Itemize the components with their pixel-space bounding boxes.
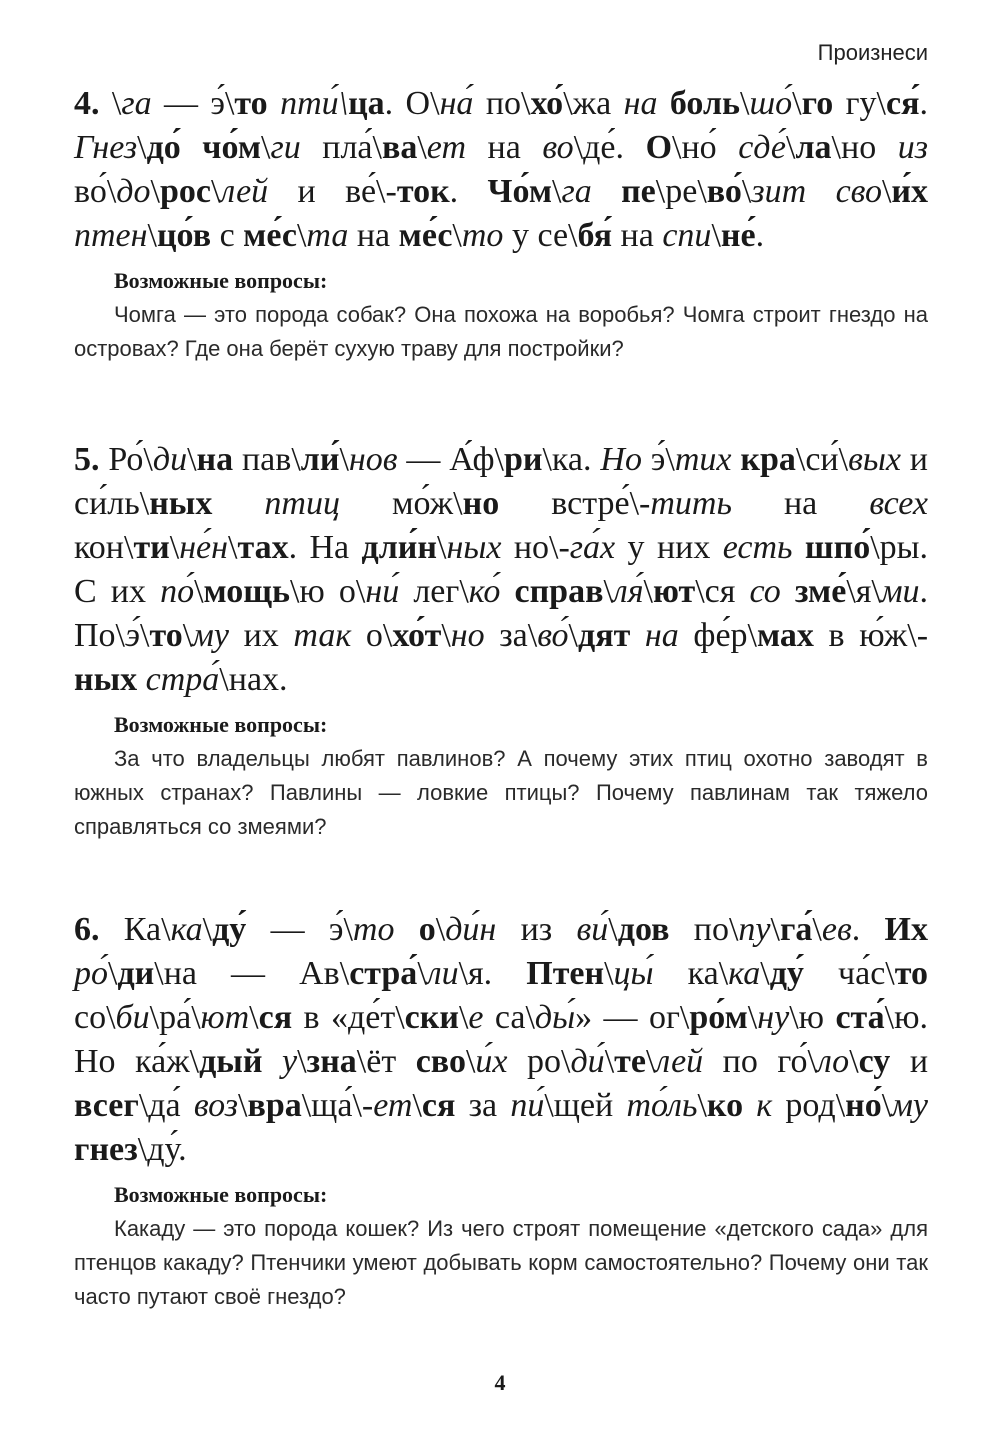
bold-syllable: во́ [706, 173, 742, 210]
italic-syllable: ди́н [445, 911, 497, 948]
bold-syllable: ных [74, 661, 138, 698]
italic-syllable: есть [722, 529, 793, 566]
italic-syllable: га [121, 85, 152, 122]
italic-syllable: сво [835, 173, 882, 210]
bold-syllable: дый [199, 1043, 263, 1080]
italic-syllable: Гнез [74, 129, 138, 166]
bold-syllable: дов [617, 911, 670, 948]
italic-syllable: ка [170, 911, 203, 948]
bold-syllable: О [645, 129, 673, 166]
bold-syllable: справ [514, 573, 604, 610]
bold-syllable: ют [653, 573, 696, 610]
italic-syllable: ли [426, 955, 459, 992]
italic-syllable: э́ [125, 617, 140, 654]
bold-syllable: мах [756, 617, 814, 654]
italic-syllable: нов [348, 441, 398, 478]
italic-syllable: спи [662, 217, 712, 254]
italic-syllable: ля́ [612, 573, 644, 610]
bold-syllable: но [462, 485, 500, 522]
italic-syllable: до [116, 173, 151, 210]
italic-syllable: га [561, 173, 592, 210]
italic-syllable: ну [757, 999, 790, 1036]
bold-syllable: ме́с [243, 217, 297, 254]
exercise-text: 5. Ро́\ди\на пав\ли́\нов — А́ф\ри\ка. Но э́\тих кра\си́\вых и си́ль\ных птиц мо́ж\но встре́\-тить на всех кон\ти\не́н\тах. На дли́н\ных но\-га́х у них есть шпо́\ры. С их по́\мощь\ю о\ни́ лег\ко́ справ\ля́\ют\ся со зме́\я\ми. По\э́\то\му их так о\хо́т\но за\во́\дят на фе́р\мах в ю́ж\-ных стра́\нах. [74, 441, 929, 698]
bold-syllable: ца [348, 85, 385, 122]
bold-syllable: ри [503, 441, 543, 478]
bold-syllable: зна [306, 1043, 357, 1080]
bold-syllable: хо́т [392, 617, 442, 654]
questions-text: Чомга — это порода собак? Она похожа на воробья? Чомга строит гнездо на островах? Где она берёт сухую траву для постройки? [74, 302, 928, 361]
italic-syllable: га́х [569, 529, 616, 566]
bold-syllable: и́х [891, 173, 929, 210]
bold-syllable: то [894, 955, 928, 992]
bold-syllable: ла [795, 129, 832, 166]
italic-syllable: на́ [439, 85, 474, 122]
italic-syllable: ви́ [576, 911, 609, 948]
bold-syllable: пе [621, 173, 656, 210]
italic-syllable: к [756, 1087, 773, 1124]
questions-heading: Возможные вопросы: [114, 1182, 328, 1207]
page-number: 4 [494, 1370, 506, 1395]
exercise-text: 4. \га — э́\то пти́\ца. О\на́ по\хо́\жа на боль\шо́\го гу\ся́. Гнез\до́ чо́м\ги пла́\ва\ет на во\де́. О\но́ сде́\ла\но из во́\до\рос\лей и ве́\-ток. Чо́м\га пе\ре\во́\зит сво\и́х птен\цо́в с ме́с\та на ме́с\то у се\бя́ на спи\не́. [74, 85, 929, 254]
italic-syllable: на [644, 617, 679, 654]
bold-syllable: сво [415, 1043, 466, 1080]
italic-syllable: по́ [160, 573, 195, 610]
bold-syllable: дят [578, 617, 631, 654]
bold-syllable: мощь [203, 573, 290, 610]
bold-syllable: до́ чо́м [146, 129, 261, 166]
exercise-number: 5. [74, 441, 100, 478]
exercise-6 [74, 908, 928, 1314]
exercise-text: 6. Ка\ка\ду́ — э́\то о\ди́н из ви́\дов по\пу\га́\ев. Их ро́\ди\на — Ав\стра́\ли\я. Птен\цы́ ка\ка\ду́ ча́с\то со\би\ра́\ют\ся в «де́т\ски\е са\ды́» — ог\ро́м\ну\ю ста́\ю. Но ка́ж\дый у\зна\ёт сво\и́х ро\ди́\те\лей по го́\ло\су и всег\да́ воз\вра\ща́\-ет\ся за пи́\щей то́ль\ко к род\но́\му гнез\ду́. [74, 911, 929, 1168]
italic-syllable: но [450, 617, 485, 654]
italic-syllable: ло [816, 1043, 850, 1080]
questions-heading: Возможные вопросы: [114, 268, 328, 293]
bold-syllable: ски [404, 999, 459, 1036]
bold-syllable: ме́с [398, 217, 453, 254]
italic-syllable: ди [152, 441, 188, 478]
exercise-number: 6. [74, 911, 100, 948]
bold-syllable: го [801, 85, 834, 122]
italic-syllable: и́х [475, 1043, 508, 1080]
italic-syllable: та [306, 217, 349, 254]
bold-syllable: зме́ [794, 573, 847, 610]
questions-text: Какаду — это порода кошек? Из чего строят помещение «детского сада» для птенцов какаду? Птенчики умеют добывать корм самостоятельно? Почему они так часто путают своё гнездо? [74, 1216, 928, 1309]
italic-syllable: из [897, 129, 928, 166]
italic-syllable: во́ [537, 617, 569, 654]
bold-syllable: шпо́ [804, 529, 871, 566]
bold-syllable: ста́ [835, 999, 885, 1036]
bold-syllable: ток [396, 173, 450, 210]
section-header: Произнеси [817, 40, 928, 65]
bold-syllable: га́ [779, 911, 813, 948]
bold-syllable: бя́ [577, 217, 613, 254]
italic-syllable: на [623, 85, 658, 122]
italic-syllable: ка [728, 955, 761, 992]
italic-syllable: воз [193, 1087, 238, 1124]
bold-syllable: рос [159, 173, 211, 210]
bold-syllable: су [858, 1043, 891, 1080]
italic-syllable: тих [674, 441, 732, 478]
italic-syllable: всех [869, 485, 928, 522]
italic-syllable: ди́ [570, 1043, 605, 1080]
italic-syllable: не́н [179, 529, 229, 566]
bold-syllable: о [418, 911, 436, 948]
bold-syllable: ко [706, 1087, 744, 1124]
bold-syllable: то [149, 617, 183, 654]
italic-syllable: цы́ [613, 955, 654, 992]
italic-syllable: ных [446, 529, 502, 566]
bold-syllable: ро́м [689, 999, 748, 1036]
italic-syllable: так [293, 617, 352, 654]
italic-syllable: ро́ [74, 955, 108, 992]
italic-syllable: пу [738, 911, 771, 948]
bold-syllable: хо́ [530, 85, 564, 122]
bold-syllable: Чо́м [487, 173, 552, 210]
bold-syllable: Птен [526, 955, 605, 992]
italic-syllable: пи́ [510, 1087, 545, 1124]
italic-syllable: то [461, 217, 504, 254]
italic-syllable: му [891, 1087, 928, 1124]
bold-syllable: ду́ [769, 955, 804, 992]
italic-syllable: лей [655, 1043, 704, 1080]
italic-syllable: птиц [264, 485, 340, 522]
bold-syllable: то [234, 85, 268, 122]
italic-syllable: ды́ [534, 999, 576, 1036]
italic-syllable: му [192, 617, 229, 654]
exercise-5 [74, 438, 928, 844]
exercise-4 [74, 82, 928, 366]
italic-syllable: ни́ [365, 573, 400, 610]
italic-syllable: стра́ [145, 661, 220, 698]
bold-syllable: на [196, 441, 234, 478]
questions-text: За что владельцы любят павлинов? А почему этих птиц охотно заводят в южных странах? Павлины — ловкие птицы? Почему павлинам так тяжело справляться со змеями? [74, 746, 928, 839]
italic-syllable: е [468, 999, 484, 1036]
italic-syllable: со [749, 573, 781, 610]
bold-syllable: ся́ [886, 85, 920, 122]
exercise-number: 4. [74, 85, 100, 122]
italic-syllable: ет [373, 1087, 413, 1124]
italic-syllable: ги [270, 129, 301, 166]
bold-syllable: вра [247, 1087, 302, 1124]
bold-syllable: кра [740, 441, 796, 478]
italic-syllable: зит [751, 173, 807, 210]
italic-syllable: у [281, 1043, 298, 1080]
italic-syllable: би [115, 999, 150, 1036]
italic-syllable: пти́\ [280, 85, 349, 122]
bold-syllable: ных [149, 485, 213, 522]
bold-syllable: дли́н [361, 529, 437, 566]
italic-syllable: ев [821, 911, 852, 948]
bold-syllable: ду́ [212, 911, 247, 948]
bold-syllable: те [614, 1043, 646, 1080]
bold-syllable: Их [884, 911, 928, 948]
bold-syllable: боль [669, 85, 741, 122]
bold-syllable: всег [74, 1087, 139, 1124]
bold-syllable: не́ [720, 217, 756, 254]
italic-syllable: ми [880, 573, 920, 610]
bold-syllable: ва [381, 129, 418, 166]
bold-syllable: ся [258, 999, 293, 1036]
bold-syllable: гнез [74, 1131, 138, 1168]
italic-syllable: вых [848, 441, 901, 478]
bold-syllable: ди [117, 955, 155, 992]
italic-syllable: то́ль [626, 1087, 698, 1124]
bold-syllable: цо́в [156, 217, 212, 254]
bold-syllable: тах [237, 529, 289, 566]
bold-syllable: ти [133, 529, 170, 566]
italic-syllable: лей [220, 173, 269, 210]
bold-syllable: но́ [845, 1087, 882, 1124]
italic-syllable: тить [650, 485, 732, 522]
bold-syllable: ли́ [300, 441, 340, 478]
italic-syllable: то [352, 911, 395, 948]
italic-syllable: ко́ [468, 573, 501, 610]
questions-heading: Возможные вопросы: [114, 712, 328, 737]
italic-syllable: во [542, 129, 574, 166]
bold-syllable: стра́ [349, 955, 418, 992]
italic-syllable: ют [200, 999, 250, 1036]
italic-syllable: шо́ [749, 85, 793, 122]
bold-syllable: ся [421, 1087, 456, 1124]
italic-syllable: птен [74, 217, 148, 254]
italic-syllable: сде́ [738, 129, 787, 166]
italic-syllable: Но [600, 441, 642, 478]
italic-syllable: ет [426, 129, 466, 166]
